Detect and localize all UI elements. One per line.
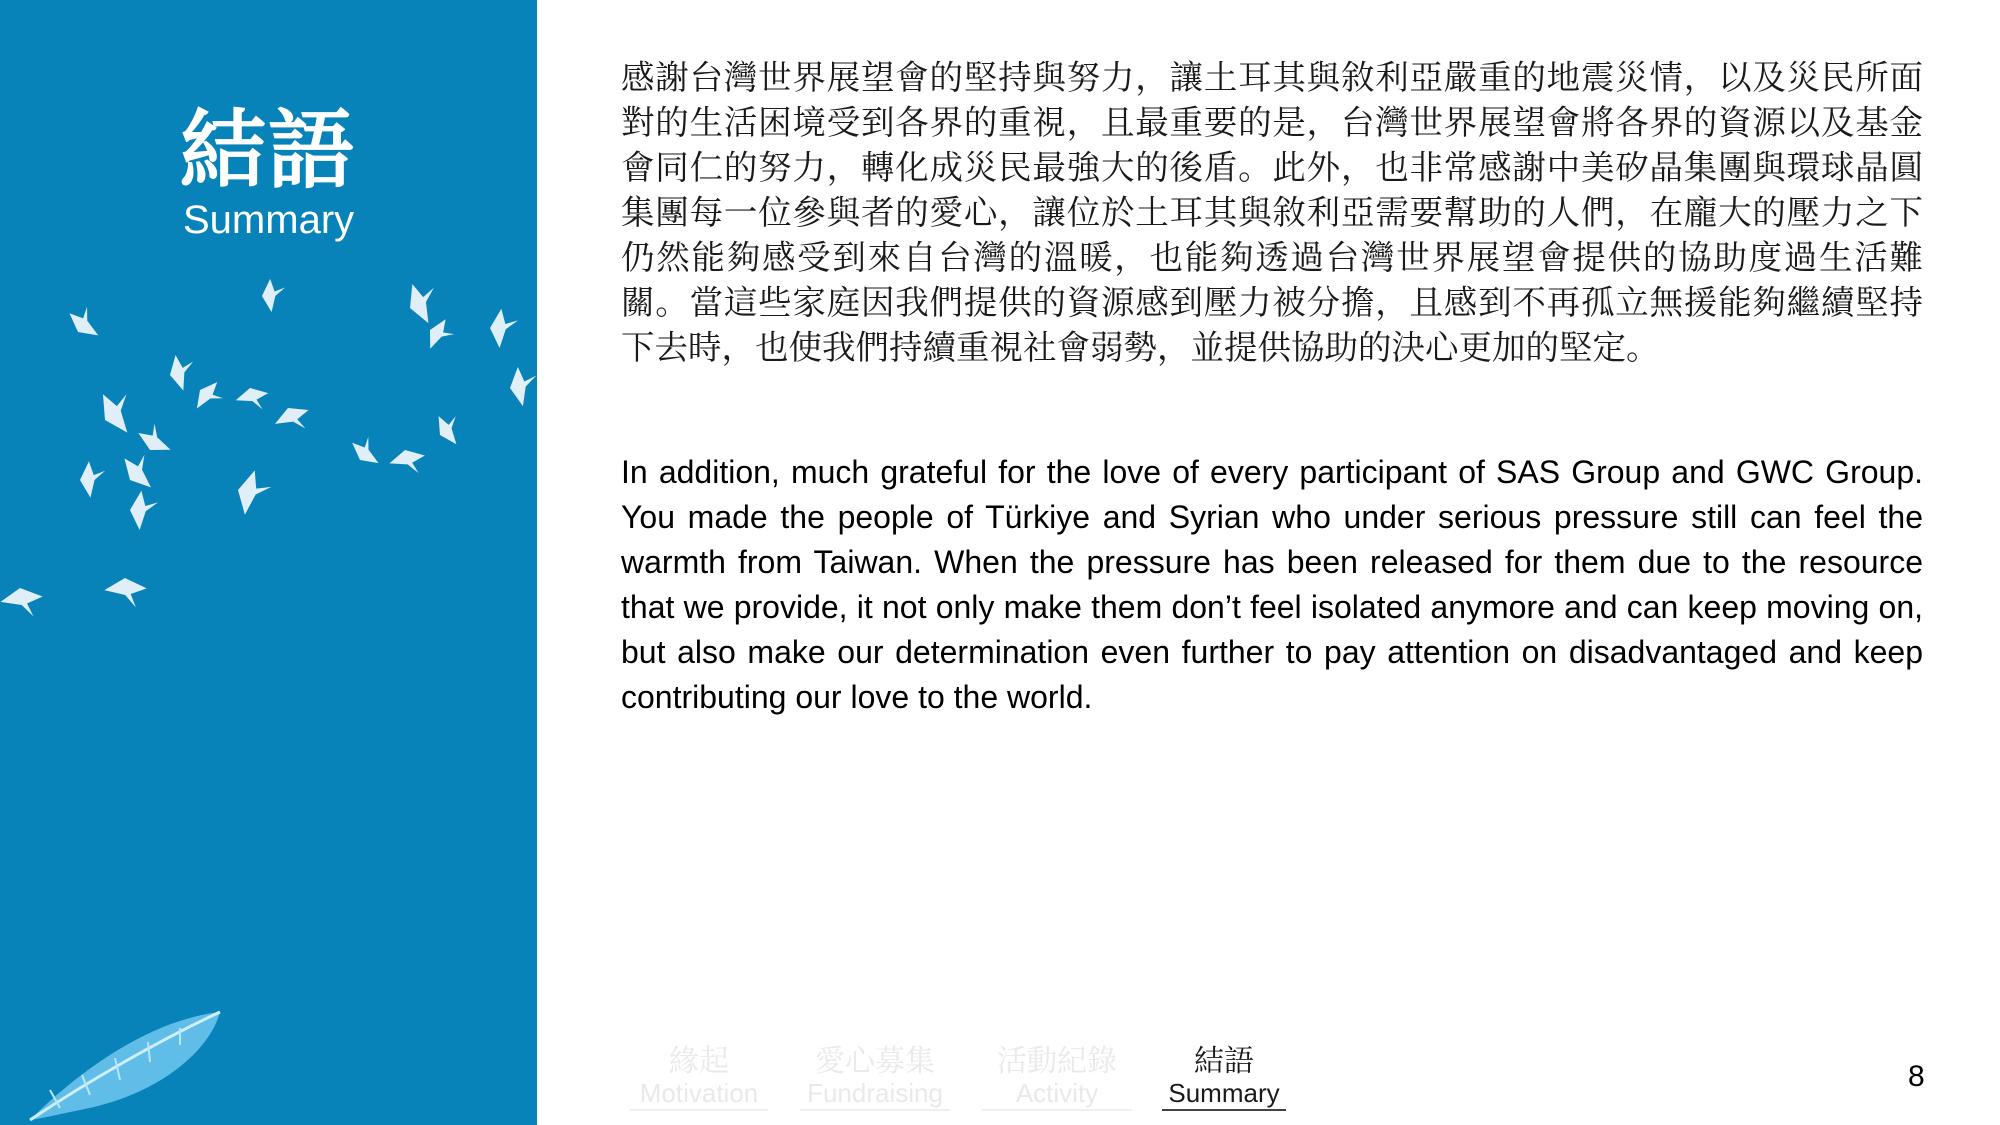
section-title-zh: 結語 (180, 101, 356, 201)
nav-underline (1162, 1109, 1286, 1111)
summary-paragraph-en: In addition, much grateful for the love of every participant of SAS Group and GWC Group. You made the people of Türkiye and Syrian who under serious pressure still can feel the warmth from Taiwan. When the pressure has been released for them due to the resource that we provide, it not only make them don’t feel isolated anymore and can keep moving on, but also make our determination even further to pay attention on disadvantaged and keep contributing our love to the world. (621, 454, 1923, 715)
page-number: 8 (1908, 1060, 1925, 1093)
nav-item-label-zh: 結語 (1194, 1044, 1254, 1079)
nav-item-motivation[interactable] (630, 1045, 768, 1111)
nav-item-label-en: Summary (1168, 1078, 1280, 1108)
nav-item-label-en: Fundraising (807, 1078, 943, 1108)
nav-underline (982, 1109, 1132, 1111)
nav-item-label-en: Activity (1015, 1078, 1099, 1108)
feather-icon (20, 990, 240, 1125)
nav-underline (800, 1109, 950, 1111)
sidebar-panel (0, 0, 537, 1125)
nav-item-label-zh: 愛心募集 (815, 1044, 935, 1079)
summary-paragraph-zh: 感謝台灣世界展望會的堅持與努力，讓土耳其與敘利亞嚴重的地震災情，以及災民所面對的生活困境受到各界的重視，且最重要的是，台灣世界展望會將各界的資源以及基金會同仁的努力，轉化成災民最強大的後盾。此外，也非常感謝中美矽晶集團與環球晶圓集團每一位參與者的愛心，讓位於土耳其與敘利亞需要幫助的人們，在龐大的壓力之下仍然能夠感受到來自台灣的溫暖，也能夠透過台灣世界展望會提供的協助度過生活難關。當這些家庭因我們提供的資源感到壓力被分擔，且感到不再孤立無援能夠繼續堅持下去時，也使我們持續重視社會弱勢，並提供協助的決心更加的堅定。 (621, 58, 1923, 367)
section-title-en: Summary (183, 198, 355, 242)
nav-item-label-zh: 緣起 (669, 1044, 729, 1079)
nav-underline (630, 1109, 768, 1111)
nav-item-fundraising[interactable] (800, 1045, 950, 1111)
nav-item-label-en: Motivation (639, 1078, 759, 1108)
nav-item-summary[interactable] (1162, 1045, 1286, 1111)
nav-item-label-zh: 活動紀錄 (997, 1044, 1117, 1079)
section-nav (630, 1045, 1310, 1117)
nav-item-activity[interactable] (982, 1045, 1132, 1111)
flying-birds-icon (0, 260, 537, 640)
